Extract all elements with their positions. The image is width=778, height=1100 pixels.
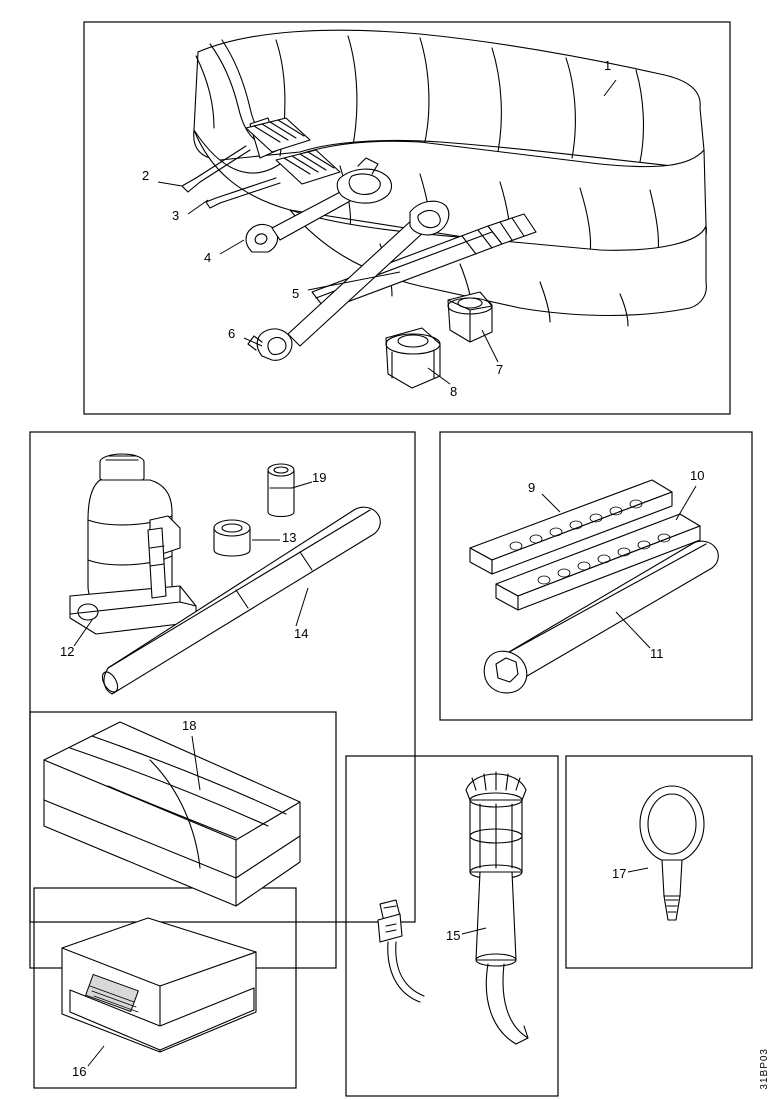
callout-6: 6: [228, 326, 236, 341]
callout-11: 11: [650, 646, 664, 661]
callout-15: 15: [446, 928, 461, 943]
callout-8: 8: [450, 384, 458, 399]
callout-16: 16: [72, 1064, 87, 1079]
callout-9: 9: [528, 480, 536, 495]
panel-lamp-frame: [346, 756, 558, 1096]
collar-illustration: [214, 520, 250, 556]
callout-3: 3: [172, 208, 180, 223]
callout-2: 2: [142, 168, 150, 183]
callout-10: 10: [690, 468, 705, 483]
callout-13: 13: [282, 530, 297, 545]
callout-14: 14: [294, 626, 309, 641]
callout-17: 17: [612, 866, 627, 881]
callout-5: 5: [292, 286, 300, 301]
callout-12: 12: [60, 644, 75, 659]
small-socket-illustration: [268, 464, 294, 517]
diagram-reference-code: 31BP03: [759, 1048, 770, 1090]
ramp-illustration: [44, 722, 300, 906]
callout-4: 4: [204, 250, 212, 265]
callout-18: 18: [182, 718, 197, 733]
tool-roll-illustration: [194, 30, 707, 326]
tool-bag-illustration: [62, 918, 256, 1052]
callout-7: 7: [496, 362, 504, 377]
callout-19: 19: [312, 470, 327, 485]
bottle-jack-illustration: [70, 454, 196, 634]
socket-illustrations: [386, 292, 492, 388]
panel-key-frame: [566, 756, 752, 968]
callout-1: 1: [604, 58, 612, 73]
wheel-lock-key-illustration: [640, 786, 704, 920]
inspection-lamp-illustration: [378, 772, 528, 1044]
